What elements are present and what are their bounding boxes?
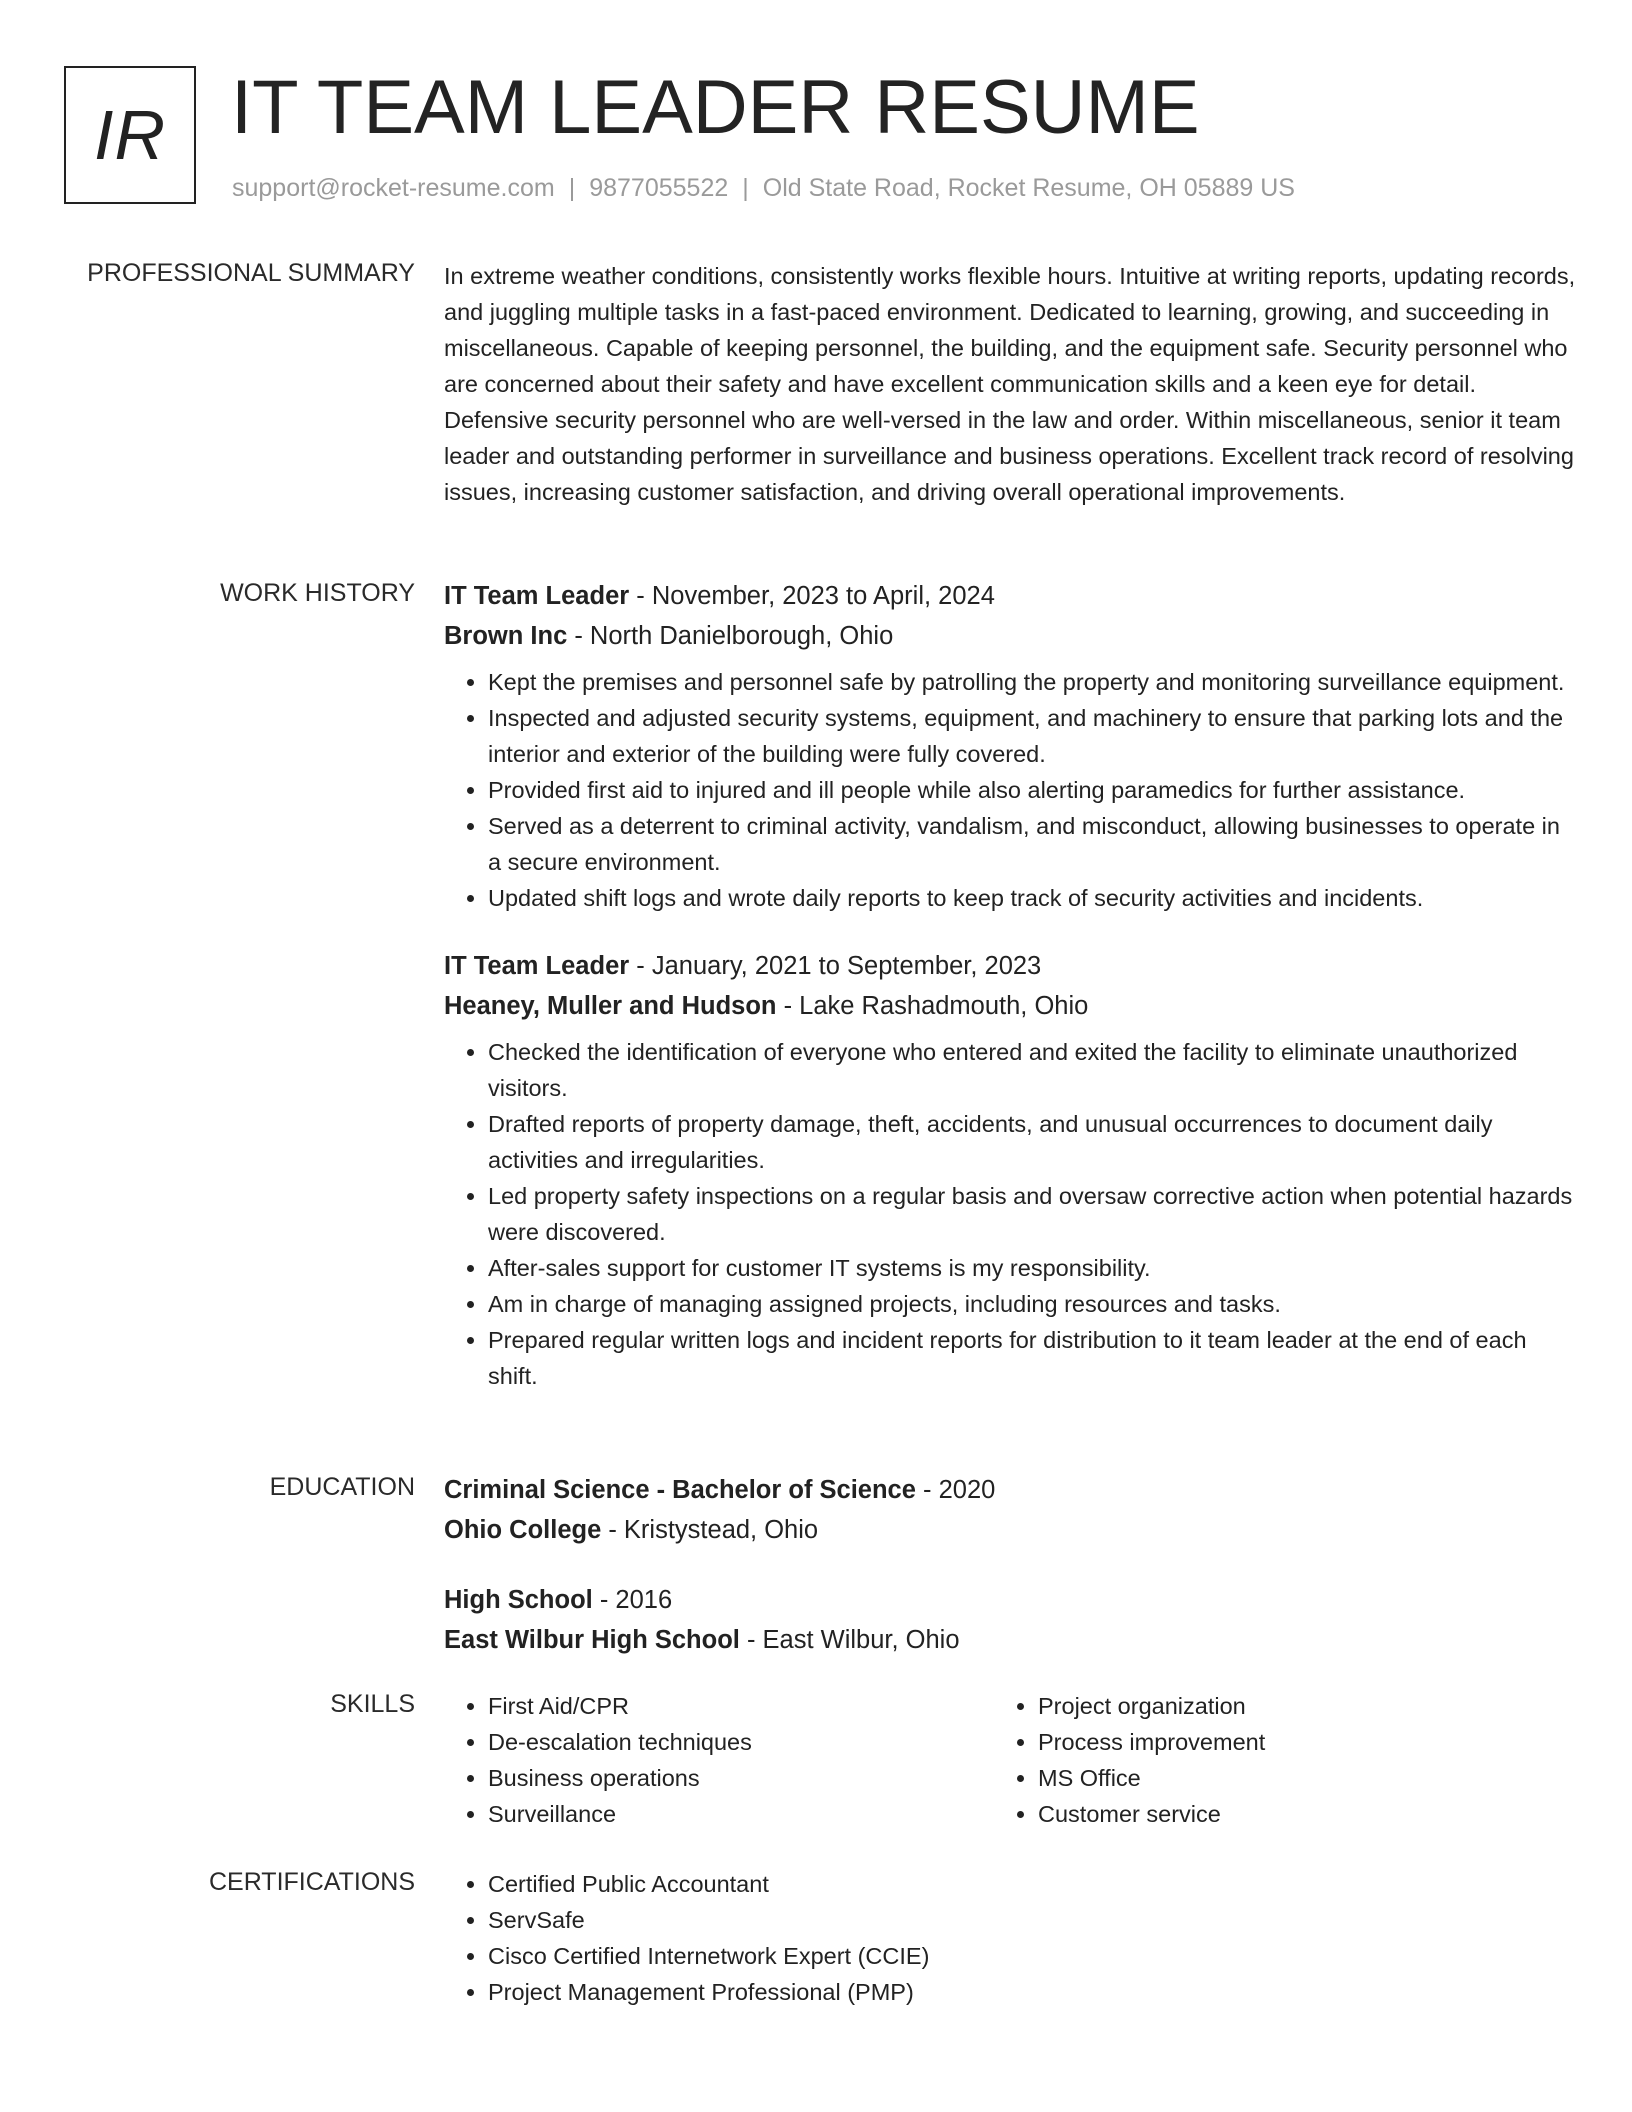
job-bullet: • Updated shift logs and wrote daily reports to keep track of security activities and incidents. (488, 880, 1578, 916)
certifications-columns (444, 1866, 1544, 2010)
job-bullet: • Prepared regular written logs and incident reports for distribution to it team leader at the end of each shift. (488, 1322, 1578, 1394)
contact-separator: | (742, 174, 749, 202)
school-name: Ohio College (444, 1516, 602, 1544)
job-company: Brown Inc (444, 622, 568, 650)
job-location: - Lake Rashadmouth, Ohio (776, 992, 1089, 1020)
degree-name: Criminal Science - Bachelor of Science (444, 1476, 916, 1504)
education-heading: EDUCATION (269, 1473, 415, 1501)
education-entry (444, 1580, 1624, 1660)
job-bullet: • Led property safety inspections on a regular basis and oversaw corrective action when potential hazards were discovered. (488, 1178, 1578, 1250)
education-entry (444, 1470, 1624, 1550)
contact-phone[interactable]: 9877055522 (589, 174, 729, 202)
job-bullet: • Am in charge of managing assigned projects, including resources and tasks. (488, 1286, 1578, 1322)
school-line (444, 1510, 1624, 1550)
contact-separator: | (568, 174, 576, 202)
resume-header (64, 66, 1568, 210)
job-title-line (444, 946, 1624, 986)
job-company-line (444, 986, 1624, 1026)
summary-heading: PROFESSIONAL SUMMARY (87, 259, 415, 287)
job-title-line (444, 576, 1624, 616)
certification-item: • ServSafe (488, 1902, 1344, 1938)
skill-item: • Business operations (488, 1760, 994, 1796)
job-entry (444, 946, 1624, 1394)
skill-item: • MS Office (1038, 1760, 1544, 1796)
school-line (444, 1620, 1624, 1660)
job-bullet: • Drafted reports of property damage, theft, accidents, and unusual occurrences to document daily activities and irregularities. (488, 1106, 1578, 1178)
job-bullet: • Provided first aid to injured and ill people while also alerting paramedics for further assistance. (488, 772, 1578, 808)
skills-body (444, 1688, 1624, 1832)
certification-item: • Certified Public Accountant (488, 1866, 1344, 1902)
certifications-heading: CERTIFICATIONS (208, 1868, 415, 1896)
job-bullets (444, 664, 1624, 916)
skill-item: • First Aid/CPR (488, 1688, 994, 1724)
skills-list-left (444, 1688, 994, 1832)
degree-name: High School (444, 1586, 593, 1614)
summary-text: In extreme weather conditions, consistently works flexible hours. Intuitive at writing reports, updating records, and juggling multiple tasks in a fast-paced environment. Dedicated to learning, growing, and succeeding in miscellaneous. Capable of keeping personnel, the building, and the equipment safe. Security personnel who are concerned about their safety and have excellent communication skills and a keen eye for detail. Defensive security personnel who are well-versed in the law and order. Within miscellaneous, senior it team leader and outstanding performer in surveillance and business operations. Excellent track record of resolving issues, increasing customer satisfaction, and driving overall operational improvements. (444, 263, 1576, 505)
skill-item: • Surveillance (488, 1796, 994, 1832)
certification-item: • Cisco Certified Internetwork Expert (CCIE) (488, 1938, 1344, 1974)
job-bullet: • Inspected and adjusted security systems, equipment, and machinery to ensure that parking lots and the interior and exterior of the building were fully covered. (488, 700, 1578, 772)
job-bullet: • Served as a deterrent to criminal activity, vandalism, and misconduct, allowing businesses to operate in a secure environment. (488, 808, 1578, 880)
degree-line (444, 1470, 1624, 1510)
skill-item: • Customer service (1038, 1796, 1544, 1832)
certifications-body (444, 1866, 1624, 2010)
job-location: - North Danielborough, Ohio (567, 622, 894, 650)
degree-line (444, 1580, 1624, 1620)
work-history-body (444, 576, 1624, 1394)
job-bullet: • Kept the premises and personnel safe by patrolling the property and monitoring surveillance equipment. (488, 664, 1578, 700)
job-bullets (444, 1034, 1624, 1394)
education-body (444, 1470, 1624, 1660)
job-title: IT Team Leader (444, 952, 630, 980)
contact-address: Old State Road, Rocket Resume, OH 05889 US (762, 174, 1295, 202)
degree-year: - 2020 (915, 1476, 996, 1504)
skill-item: • De-escalation techniques (488, 1724, 994, 1760)
job-bullet: • Checked the identification of everyone who entered and exited the facility to eliminate unauthorized visitors. (488, 1034, 1578, 1106)
school-location: - East Wilbur, Ohio (739, 1626, 960, 1654)
certifications-list (444, 1866, 1344, 2010)
job-dates: - January, 2021 to September, 2023 (629, 952, 1042, 980)
job-bullet: • After-sales support for customer IT systems is my responsibility. (488, 1250, 1578, 1286)
skill-item: • Project organization (1038, 1688, 1544, 1724)
school-name: East Wilbur High School (444, 1626, 740, 1654)
job-title: IT Team Leader (444, 582, 630, 610)
contact-line (232, 174, 1295, 203)
monogram-logo: IR (64, 66, 196, 204)
skill-item: • Process improvement (1038, 1724, 1544, 1760)
job-dates: - November, 2023 to April, 2024 (629, 582, 995, 610)
skills-list-right (994, 1688, 1544, 1832)
work-history-heading: WORK HISTORY (220, 579, 415, 607)
summary-body (444, 258, 1624, 510)
school-location: - Kristystead, Ohio (601, 1516, 819, 1544)
certification-item: • Project Management Professional (PMP) (488, 1974, 1344, 2010)
skills-heading: SKILLS (330, 1690, 415, 1718)
resume-title: IT TEAM LEADER RESUME (231, 65, 1200, 150)
job-company-line (444, 616, 1624, 656)
degree-year: - 2016 (592, 1586, 673, 1614)
skills-columns (444, 1688, 1544, 1832)
job-company: Heaney, Muller and Hudson (444, 992, 777, 1020)
contact-email[interactable]: support@rocket-resume.com (232, 174, 555, 202)
job-entry (444, 576, 1624, 916)
